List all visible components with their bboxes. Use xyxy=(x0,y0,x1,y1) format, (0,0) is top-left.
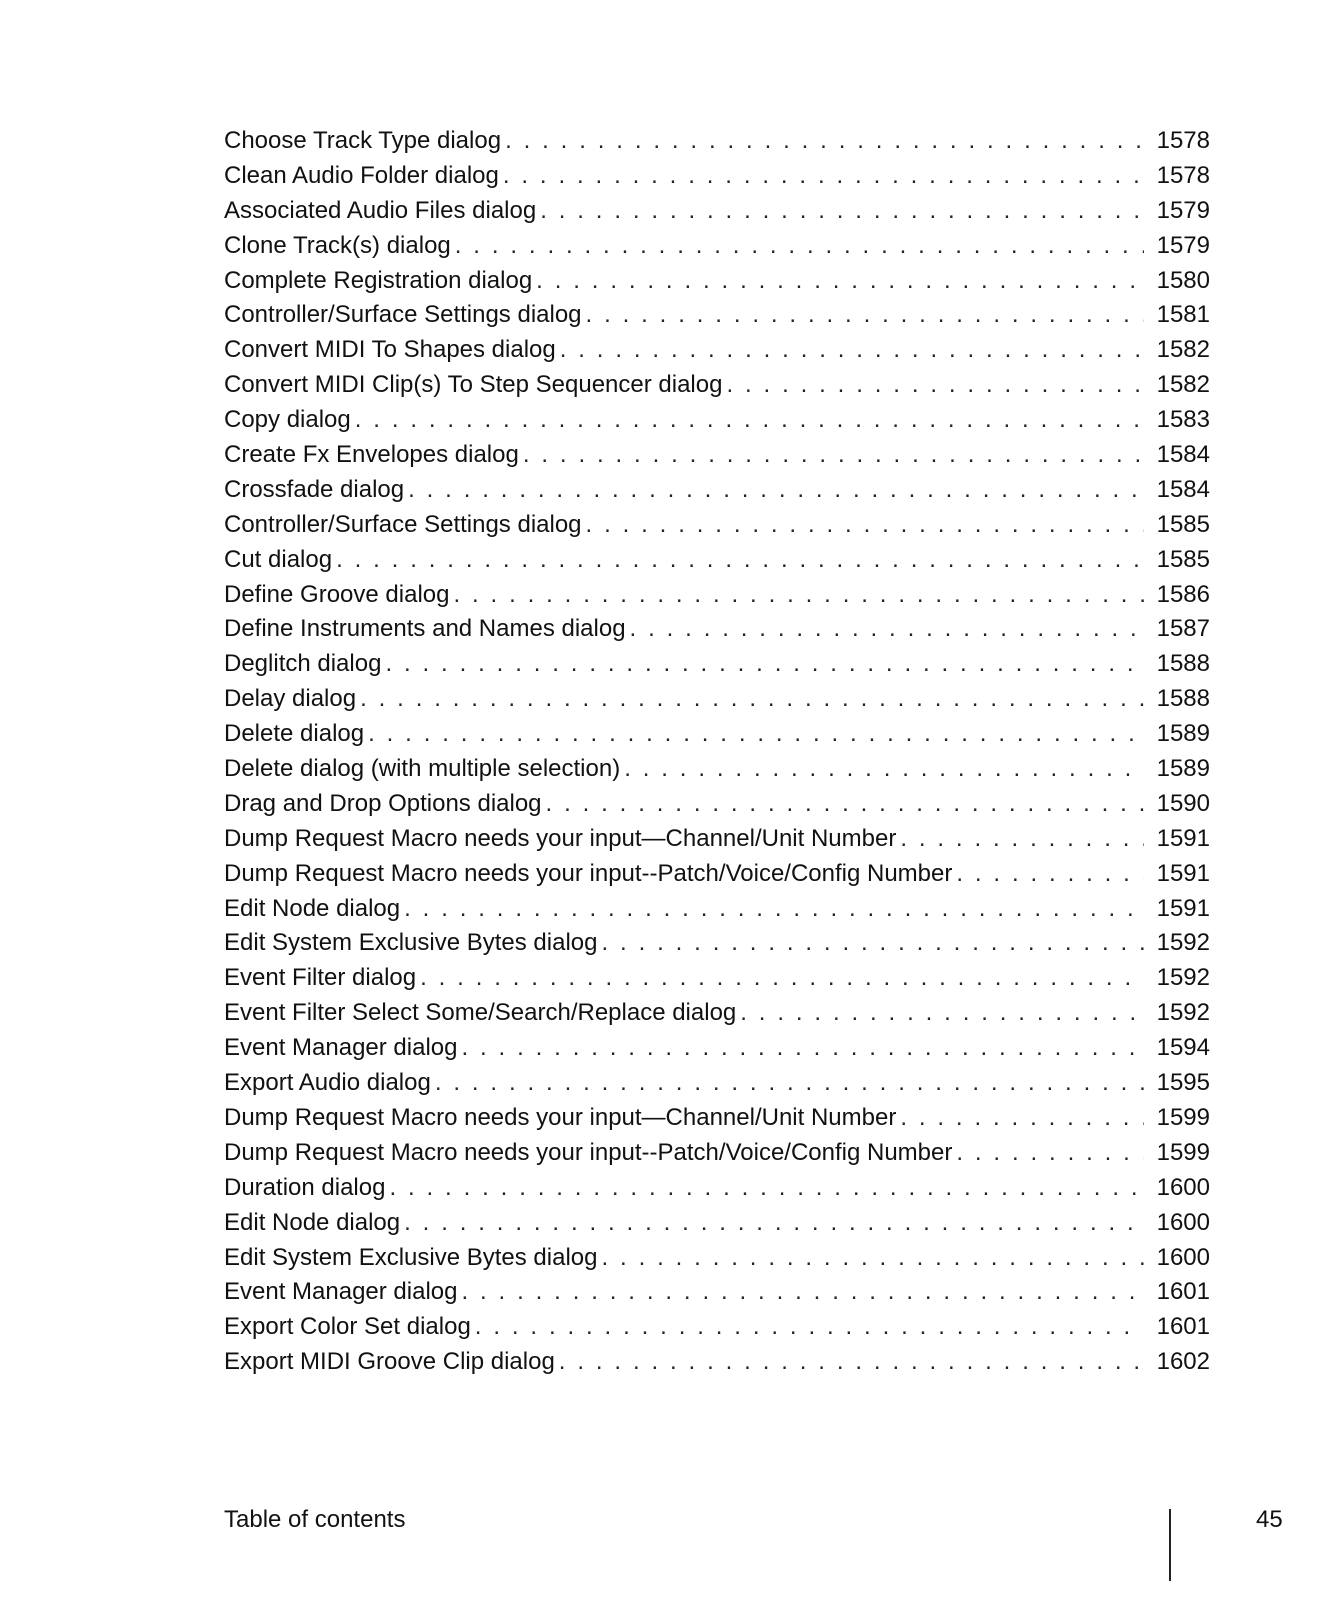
toc-entry-page: 1585 xyxy=(1156,510,1210,538)
toc-entry[interactable] xyxy=(224,1066,1210,1101)
toc-entry-title: Dump Request Macro needs your input—Channel/Unit Number xyxy=(224,1103,897,1131)
dot-leader xyxy=(404,1206,1144,1241)
toc-entry-title: Delete dialog (with multiple selection) xyxy=(224,755,621,783)
toc-entry-page: 1601 xyxy=(1156,1278,1210,1306)
dot-leader xyxy=(956,857,1144,892)
toc-entry-title: Delay dialog xyxy=(224,685,357,713)
footer-section-label: Table of contents xyxy=(224,1506,406,1533)
toc-entry[interactable] xyxy=(224,1101,1210,1136)
toc-entry-page: 1592 xyxy=(1156,964,1210,992)
toc-entry-page: 1582 xyxy=(1156,371,1210,399)
toc-entry-page: 1581 xyxy=(1156,301,1210,329)
toc-entry-page: 1600 xyxy=(1156,1208,1210,1236)
toc-entry-title: Event Manager dialog xyxy=(224,1034,458,1062)
toc-entry-title: Edit Node dialog xyxy=(224,894,401,922)
dot-leader xyxy=(453,578,1144,613)
toc-entry[interactable] xyxy=(224,473,1210,508)
toc-list xyxy=(224,124,1210,1380)
toc-entry[interactable] xyxy=(224,822,1210,857)
toc-entry[interactable] xyxy=(224,124,1210,159)
toc-entry-page: 1589 xyxy=(1156,720,1210,748)
toc-entry-title: Drag and Drop Options dialog xyxy=(224,789,542,817)
toc-entry-title: Copy dialog xyxy=(224,406,351,434)
toc-entry[interactable] xyxy=(224,647,1210,682)
toc-entry-page: 1600 xyxy=(1156,1173,1210,1201)
dot-leader xyxy=(455,229,1144,264)
dot-leader xyxy=(540,194,1144,229)
toc-entry-page: 1601 xyxy=(1156,1313,1210,1341)
dot-leader xyxy=(505,124,1144,159)
toc-entry-page: 1592 xyxy=(1156,929,1210,957)
toc-entry-title: Controller/Surface Settings dialog xyxy=(224,510,582,538)
toc-entry[interactable] xyxy=(224,159,1210,194)
dot-leader xyxy=(559,1345,1144,1380)
toc-entry-title: Event Filter dialog xyxy=(224,964,417,992)
toc-entry-title: Clone Track(s) dialog xyxy=(224,231,451,259)
toc-entry-title: Convert MIDI Clip(s) To Step Sequencer dialog xyxy=(224,371,723,399)
toc-entry-page: 1579 xyxy=(1156,196,1210,224)
toc-entry[interactable] xyxy=(224,717,1210,752)
toc-entry-page: 1591 xyxy=(1156,859,1210,887)
toc-entry[interactable] xyxy=(224,857,1210,892)
toc-entry[interactable] xyxy=(224,1275,1210,1310)
toc-entry-title: Export Color Set dialog xyxy=(224,1313,471,1341)
toc-entry[interactable] xyxy=(224,438,1210,473)
toc-entry-page: 1587 xyxy=(1156,615,1210,643)
toc-entry[interactable] xyxy=(224,578,1210,613)
toc-entry-title: Complete Registration dialog xyxy=(224,266,533,294)
toc-entry[interactable] xyxy=(224,1171,1210,1206)
toc-entry-title: Choose Track Type dialog xyxy=(224,127,502,154)
toc-entry-title: Associated Audio Files dialog xyxy=(224,196,537,224)
dot-leader xyxy=(726,368,1144,403)
toc-entry-page: 1595 xyxy=(1156,1069,1210,1097)
toc-entry-page: 1591 xyxy=(1156,824,1210,852)
toc-entry[interactable] xyxy=(224,508,1210,543)
toc-entry[interactable] xyxy=(224,1031,1210,1066)
footer-divider xyxy=(1169,1509,1171,1581)
dot-leader xyxy=(368,717,1144,752)
toc-entry[interactable] xyxy=(224,298,1210,333)
toc-entry-page: 1578 xyxy=(1156,161,1210,189)
toc-entry-page: 1579 xyxy=(1156,231,1210,259)
dot-leader xyxy=(404,892,1144,927)
toc-entry-page: 1588 xyxy=(1156,650,1210,678)
toc-entry-title: Dump Request Macro needs your input—Channel/Unit Number xyxy=(224,824,897,852)
toc-entry[interactable] xyxy=(224,1136,1210,1171)
dot-leader xyxy=(435,1066,1144,1101)
dot-leader xyxy=(389,1171,1144,1206)
toc-entry-title: Edit Node dialog xyxy=(224,1208,401,1236)
dot-leader xyxy=(475,1310,1144,1345)
toc-entry[interactable] xyxy=(224,194,1210,229)
toc-entry-page: 1594 xyxy=(1156,1034,1210,1062)
dot-leader xyxy=(523,438,1144,473)
toc-entry-page: 1589 xyxy=(1156,755,1210,783)
toc-entry-page: 1585 xyxy=(1156,545,1210,573)
toc-entry[interactable] xyxy=(224,229,1210,264)
toc-entry-page: 1584 xyxy=(1156,475,1210,503)
dot-leader xyxy=(624,752,1144,787)
toc-entry[interactable] xyxy=(224,682,1210,717)
toc-entry[interactable] xyxy=(224,892,1210,927)
toc-entry-page: 1599 xyxy=(1156,1103,1210,1131)
dot-leader xyxy=(336,543,1144,578)
toc-entry[interactable] xyxy=(224,1206,1210,1241)
toc-entry[interactable] xyxy=(224,612,1210,647)
toc-entry-title: Deglitch dialog xyxy=(224,650,382,678)
dot-leader xyxy=(560,333,1144,368)
toc-entry-title: Create Fx Envelopes dialog xyxy=(224,441,519,469)
toc-entry[interactable] xyxy=(224,996,1210,1031)
dot-leader xyxy=(461,1275,1144,1310)
toc-entry-title: Delete dialog xyxy=(224,720,365,748)
toc-entry-page: 1586 xyxy=(1156,580,1210,608)
dot-leader xyxy=(360,682,1144,717)
toc-entry-title: Edit System Exclusive Bytes dialog xyxy=(224,929,598,957)
toc-entry-title: Event Filter Select Some/Search/Replace dialog xyxy=(224,999,737,1027)
toc-entry-page: 1600 xyxy=(1156,1243,1210,1271)
dot-leader xyxy=(956,1136,1144,1171)
toc-entry-title: Export MIDI Groove Clip dialog xyxy=(224,1348,555,1376)
dot-leader xyxy=(630,612,1144,647)
dot-leader xyxy=(602,926,1145,961)
toc-entry-page: 1590 xyxy=(1156,789,1210,817)
toc-entry-page: 1588 xyxy=(1156,685,1210,713)
dot-leader xyxy=(503,159,1144,194)
toc-entry[interactable] xyxy=(224,926,1210,961)
toc-entry[interactable] xyxy=(224,961,1210,996)
toc-entry-title: Export Audio dialog xyxy=(224,1069,431,1097)
toc-entry[interactable] xyxy=(224,333,1210,368)
toc-entry[interactable] xyxy=(224,1345,1210,1380)
toc-entry[interactable] xyxy=(224,1310,1210,1345)
dot-leader xyxy=(408,473,1144,508)
toc-entry-title: Convert MIDI To Shapes dialog xyxy=(224,336,556,364)
toc-entry-page: 1578 xyxy=(1156,127,1210,154)
toc-entry-title: Cut dialog xyxy=(224,545,333,573)
toc-entry-page: 1583 xyxy=(1156,406,1210,434)
toc-entry-title: Dump Request Macro needs your input--Patch/Voice/Config Number xyxy=(224,859,953,887)
dot-leader xyxy=(536,264,1144,299)
dot-leader xyxy=(586,298,1144,333)
toc-entry-title: Edit System Exclusive Bytes dialog xyxy=(224,1243,598,1271)
toc-entry-page: 1584 xyxy=(1156,441,1210,469)
toc-entry-title: Dump Request Macro needs your input--Patch/Voice/Config Number xyxy=(224,1138,953,1166)
toc-entry[interactable] xyxy=(224,368,1210,403)
toc-entry-title: Define Groove dialog xyxy=(224,580,450,608)
toc-entry-page: 1580 xyxy=(1156,266,1210,294)
toc-entry-title: Duration dialog xyxy=(224,1173,386,1201)
toc-entry[interactable] xyxy=(224,787,1210,822)
toc-entry-page: 1602 xyxy=(1156,1348,1210,1376)
dot-leader xyxy=(740,996,1144,1031)
toc-entry[interactable] xyxy=(224,264,1210,299)
footer-page-number: 45 xyxy=(1256,1506,1283,1533)
toc-entry-page: 1591 xyxy=(1156,894,1210,922)
dot-leader xyxy=(461,1031,1144,1066)
dot-leader xyxy=(586,508,1144,543)
toc-entry-page: 1582 xyxy=(1156,336,1210,364)
toc-entry-title: Crossfade dialog xyxy=(224,475,405,503)
dot-leader xyxy=(602,1241,1145,1276)
toc-entry[interactable] xyxy=(224,403,1210,438)
toc-entry-title: Clean Audio Folder dialog xyxy=(224,161,499,189)
toc-entry-page: 1592 xyxy=(1156,999,1210,1027)
toc-entry-title: Event Manager dialog xyxy=(224,1278,458,1306)
dot-leader xyxy=(546,787,1144,822)
toc-entry-title: Define Instruments and Names dialog xyxy=(224,615,626,643)
dot-leader xyxy=(385,647,1144,682)
toc-entry[interactable] xyxy=(224,752,1210,787)
toc-entry[interactable] xyxy=(224,543,1210,578)
toc-entry-title: Controller/Surface Settings dialog xyxy=(224,301,582,329)
dot-leader xyxy=(900,822,1144,857)
dot-leader xyxy=(420,961,1144,996)
dot-leader xyxy=(355,403,1144,438)
dot-leader xyxy=(900,1101,1144,1136)
toc-entry[interactable] xyxy=(224,1241,1210,1276)
toc-entry-page: 1599 xyxy=(1156,1138,1210,1166)
